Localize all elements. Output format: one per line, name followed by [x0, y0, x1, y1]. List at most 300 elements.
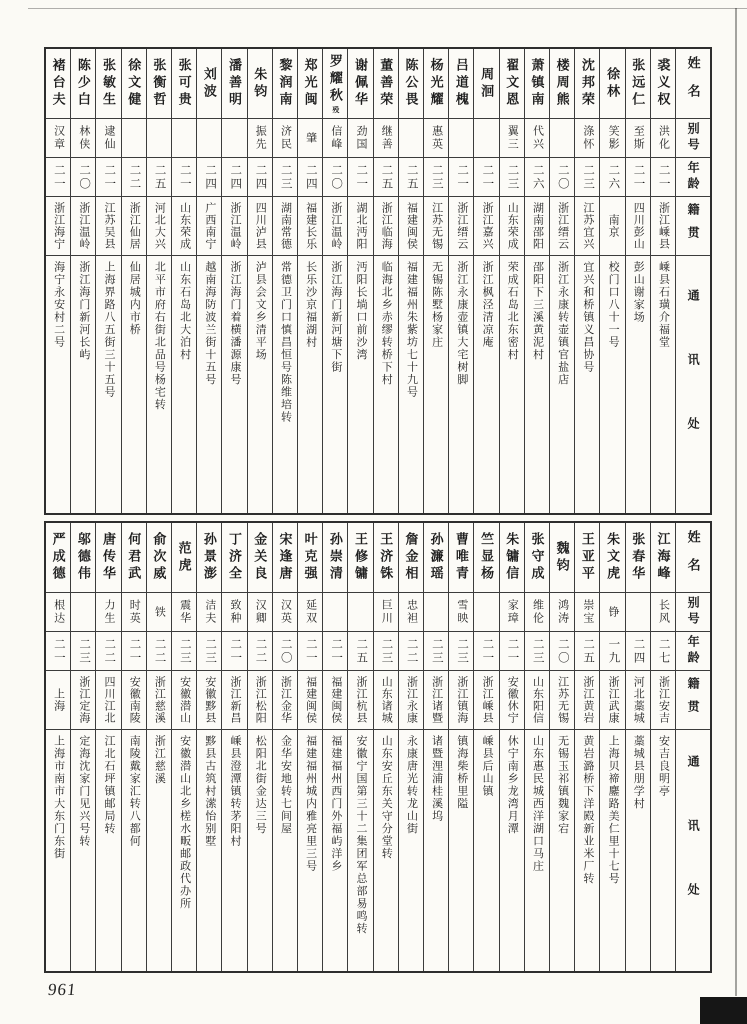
name-cell: [46, 523, 70, 592]
native-cell-text: 浙江缙云: [455, 202, 468, 250]
age-cell-text: 二一: [178, 163, 191, 191]
alias-cell: [197, 118, 221, 157]
native-cell: [374, 196, 398, 255]
name-cell: [626, 49, 650, 118]
alias-cell-text: 时英: [128, 599, 141, 625]
address-cell: [122, 729, 146, 971]
age-cell: [626, 157, 650, 196]
age-cell: [248, 157, 272, 196]
header-name-cell: [676, 523, 710, 592]
native-cell: [273, 670, 297, 729]
header-alias-cell: [676, 118, 710, 157]
address-cell-text: 北平市府右街北品号杨宅转: [153, 261, 166, 411]
native-cell-text: 浙江缙云: [556, 202, 569, 250]
name-cell-text: 徐林: [605, 66, 621, 101]
entry-column: [247, 49, 272, 513]
age-cell-text: 二一: [632, 163, 645, 191]
entry-column: [46, 523, 70, 971]
alias-cell-text: 忠袒: [405, 599, 418, 625]
address-cell: [600, 255, 624, 513]
age-cell-text: 二一: [52, 163, 65, 191]
name-cell-text: 萧镇南: [529, 58, 545, 109]
address-cell: [399, 729, 423, 971]
name-cell-text: 孙濂瑶: [428, 532, 444, 583]
alias-cell: [651, 118, 675, 157]
native-cell-text: 江苏吴县: [103, 202, 116, 250]
address-cell: [222, 255, 246, 513]
age-cell-text: 二〇: [78, 163, 91, 191]
address-cell-text: 邵阳下三溪黄泥村: [531, 261, 544, 361]
name-cell: [273, 523, 297, 592]
address-cell: [424, 729, 448, 971]
age-cell: [525, 157, 549, 196]
entry-column: [373, 523, 398, 971]
age-cell-text: 二三: [279, 163, 292, 191]
age-cell: [374, 157, 398, 196]
alias-cell: [449, 118, 473, 157]
age-cell: [399, 631, 423, 670]
native-cell: [147, 670, 171, 729]
name-cell-text: 邬德伟: [75, 532, 91, 583]
name-cell-text: 魏钧: [554, 540, 570, 575]
age-cell-text: 二一: [103, 163, 116, 191]
native-cell-text: 山东诸城: [380, 676, 393, 724]
name-cell-text: 罗耀秋: [327, 54, 343, 105]
alias-cell-text: 延双: [304, 599, 317, 625]
entry-column: [650, 49, 675, 513]
entry-column: [625, 49, 650, 513]
native-cell: [550, 670, 574, 729]
address-cell: [197, 729, 221, 971]
entry-column: [574, 49, 599, 513]
age-cell-text: 二三: [582, 163, 595, 191]
alias-cell: [500, 592, 524, 631]
address-cell-text: 黄岩潞桥下洋殿新业米厂转: [581, 735, 594, 885]
age-cell: [651, 631, 675, 670]
header-alias-cell-text: 别号: [686, 122, 701, 154]
address-cell-text: 上海市南市大东门东街: [52, 735, 65, 860]
address-cell: [323, 255, 347, 513]
name-cell: [474, 523, 498, 592]
age-cell: [424, 631, 448, 670]
age-cell-text: 二三: [456, 637, 469, 665]
name-cell: [273, 49, 297, 118]
name-cell: [474, 49, 498, 118]
native-cell-text: 浙江慈溪: [153, 676, 166, 724]
age-cell: [147, 631, 171, 670]
age-cell: [71, 157, 95, 196]
age-cell: [626, 631, 650, 670]
page-number: 961: [47, 980, 78, 999]
age-cell-text: 二一: [481, 163, 494, 191]
alias-cell: [172, 592, 196, 631]
name-cell-text: 裘义权: [655, 58, 671, 109]
age-cell: [550, 157, 574, 196]
name-cell-text: 徐文健: [126, 58, 142, 109]
age-cell: [46, 631, 70, 670]
native-cell-text: 南京: [607, 214, 620, 238]
age-cell-text: 一九: [607, 637, 620, 665]
name-cell-text: 张春华: [630, 532, 646, 583]
address-cell-text: 山东惠民城西洋湖口马庄: [531, 735, 544, 873]
name-cell: [71, 49, 95, 118]
native-cell-text: 河北大兴: [153, 202, 166, 250]
address-cell: [222, 729, 246, 971]
entry-column: [146, 49, 171, 513]
name-cell: [374, 49, 398, 118]
name-cell-text: 唐传华: [101, 532, 117, 583]
alias-cell: [298, 118, 322, 157]
alias-cell: [273, 118, 297, 157]
alias-cell: [626, 592, 650, 631]
age-cell-text: 二一: [229, 637, 242, 665]
name-cell: [298, 523, 322, 592]
alias-cell: [424, 592, 448, 631]
native-cell-text: 四川江北: [103, 676, 116, 724]
entry-column: [599, 49, 624, 513]
address-cell-text: 浙江永康壶镇大宅树脚: [455, 261, 468, 386]
alias-cell: [575, 118, 599, 157]
alias-cell-text: 震华: [178, 599, 191, 625]
native-cell: [96, 670, 120, 729]
age-cell-text: 二一: [52, 637, 65, 665]
address-cell: [626, 255, 650, 513]
name-cell: [197, 49, 221, 118]
address-cell: [298, 729, 322, 971]
native-cell: [600, 196, 624, 255]
native-cell-text: 浙江温岭: [77, 202, 90, 250]
name-cell: [575, 49, 599, 118]
native-cell-text: 江苏宜兴: [581, 202, 594, 250]
native-cell-text: 安徽南陵: [128, 676, 141, 724]
alias-cell: [96, 118, 120, 157]
name-cell-text: 王修镛: [353, 532, 369, 583]
header-native-cell: [676, 196, 710, 255]
native-cell: [172, 196, 196, 255]
name-cell-text: 王济铢: [378, 532, 394, 583]
header-name-cell: [676, 49, 710, 118]
alias-cell: [500, 118, 524, 157]
native-cell: [525, 196, 549, 255]
entry-column: [121, 49, 146, 513]
entry-column: [524, 49, 549, 513]
address-cell-text: 福建福州朱紫坊七十九号: [405, 261, 418, 399]
entry-column: [347, 523, 372, 971]
name-cell: [248, 49, 272, 118]
native-cell: [298, 670, 322, 729]
native-cell-text: 浙江温岭: [329, 202, 342, 250]
address-cell: [525, 729, 549, 971]
name-cell-text: 朱钧: [252, 66, 268, 101]
alias-cell-text: 笑影: [607, 125, 620, 151]
alias-cell: [424, 118, 448, 157]
address-cell-text: 泸县会文乡清平场: [254, 261, 267, 361]
native-cell-text: 安徽黟县: [203, 676, 216, 724]
native-cell: [449, 196, 473, 255]
age-cell-text: 二五: [582, 637, 595, 665]
address-cell-text: 上海贝禘鏖路美仁里十七号: [607, 735, 620, 885]
address-cell-text: 藁城县朋学村: [632, 735, 645, 810]
age-cell-text: 二四: [304, 163, 317, 191]
native-cell-text: 四川泸县: [254, 202, 267, 250]
address-cell-text: 浙江永康转壶镇官盐店: [556, 261, 569, 386]
name-cell: [122, 49, 146, 118]
alias-cell-text: 洪化: [657, 125, 670, 151]
age-cell-text: 二一: [330, 637, 343, 665]
name-cell: [298, 49, 322, 118]
age-cell: [550, 631, 574, 670]
native-cell: [626, 196, 650, 255]
address-cell: [550, 729, 574, 971]
entry-column: [549, 523, 574, 971]
address-cell: [122, 255, 146, 513]
age-cell-text: 二六: [531, 163, 544, 191]
age-cell-text: 二三: [204, 637, 217, 665]
name-cell: [449, 523, 473, 592]
address-cell: [399, 255, 423, 513]
native-cell-text: 浙江嘉兴: [481, 202, 494, 250]
alias-cell: [474, 592, 498, 631]
alias-cell: [374, 118, 398, 157]
native-cell-text: 浙江海宁: [52, 202, 65, 250]
entry-column: [448, 523, 473, 971]
address-cell: [323, 729, 347, 971]
age-cell: [525, 631, 549, 670]
entry-column: [70, 523, 95, 971]
age-cell: [449, 631, 473, 670]
native-cell-text: 浙江金华: [279, 676, 292, 724]
alias-cell: [399, 592, 423, 631]
name-cell: [323, 49, 347, 118]
alias-cell-text: 劲国: [355, 125, 368, 151]
age-cell: [449, 157, 473, 196]
name-cell: [147, 523, 171, 592]
address-cell: [374, 729, 398, 971]
name-cell-text: 吕道槐: [453, 58, 469, 109]
address-cell-text: 永康唐光转龙山街: [405, 735, 418, 835]
age-cell: [222, 157, 246, 196]
name-cell-text: 朱文虎: [605, 532, 621, 583]
entry-column: [221, 49, 246, 513]
address-cell-text: 上海界路八五街三十五号: [103, 261, 116, 399]
native-cell: [399, 670, 423, 729]
alias-cell-text: 铁: [153, 605, 166, 619]
address-cell-text: 诸暨浬浦桂溪坞: [430, 735, 443, 823]
name-cell: [550, 523, 574, 592]
entry-column: [46, 49, 70, 513]
name-cell: [575, 523, 599, 592]
age-cell: [298, 631, 322, 670]
entry-column: [221, 523, 246, 971]
name-cell: [172, 523, 196, 592]
native-cell-text: 江苏无锡: [430, 202, 443, 250]
header-native-cell-text: 籍贯: [686, 677, 701, 723]
name-cell: [348, 523, 372, 592]
alias-cell-text: 崇宝: [581, 599, 594, 625]
alias-cell: [323, 118, 347, 157]
name-cell: [424, 523, 448, 592]
entry-column: [171, 523, 196, 971]
alias-cell: [172, 118, 196, 157]
native-cell-text: 湖南邵阳: [531, 202, 544, 250]
address-cell: [651, 729, 675, 971]
age-cell: [273, 157, 297, 196]
native-cell-text: 浙江杭县: [355, 676, 368, 724]
name-cell-text: 俞次威: [151, 532, 167, 583]
name-cell-text: 宋逢唐: [277, 532, 293, 583]
name-cell: [399, 49, 423, 118]
native-cell-text: 浙江新昌: [229, 676, 242, 724]
entry-column: [171, 49, 196, 513]
name-cell-text: 朱镛信: [504, 532, 520, 583]
alias-cell: [399, 118, 423, 157]
address-cell-text: 安徽潜山北乡槎水畈邮政代办所: [178, 735, 191, 910]
scan-top-line: [28, 8, 747, 9]
age-cell-text: 二一: [456, 163, 469, 191]
native-cell: [399, 196, 423, 255]
name-cell-text: 褚台夫: [50, 58, 66, 109]
alias-cell-text: 肇: [304, 131, 317, 145]
alias-cell: [575, 592, 599, 631]
address-cell: [575, 255, 599, 513]
native-cell: [575, 670, 599, 729]
alias-cell-text: 雪映: [455, 599, 468, 625]
native-cell-text: 浙江黄岩: [581, 676, 594, 724]
native-cell-text: 浙江安吉: [657, 676, 670, 724]
alias-cell-text: 林侠: [77, 125, 90, 151]
address-cell: [348, 729, 372, 971]
name-cell: [172, 49, 196, 118]
age-cell-text: 二三: [430, 163, 443, 191]
native-cell: [374, 670, 398, 729]
native-cell-text: 山东阳信: [531, 676, 544, 724]
age-cell: [222, 631, 246, 670]
alias-cell: [626, 118, 650, 157]
age-cell: [46, 157, 70, 196]
age-cell-text: 二五: [405, 163, 418, 191]
native-cell-text: 安徽休宁: [506, 676, 519, 724]
alias-cell-text: 汉英: [279, 599, 292, 625]
native-cell: [449, 670, 473, 729]
address-cell-text: 浙江慈溪: [153, 735, 166, 785]
age-cell: [474, 631, 498, 670]
address-cell-text: 镇海柴桥里隘: [455, 735, 468, 810]
name-cell: [374, 523, 398, 592]
address-cell-text: 福建福州西门外福屿洋乡: [329, 735, 342, 873]
age-cell: [374, 631, 398, 670]
native-cell: [500, 196, 524, 255]
address-cell: [248, 729, 272, 971]
name-cell: [399, 523, 423, 592]
header-age-cell-text: 年龄: [686, 635, 701, 667]
name-cell-text: 周洄: [479, 66, 495, 101]
age-cell-text: 二四: [254, 163, 267, 191]
age-cell: [323, 157, 347, 196]
address-cell-text: 沔阳长埫口前沙湾: [355, 261, 368, 361]
name-cell-text: 严成德: [50, 532, 66, 583]
name-cell: [600, 523, 624, 592]
native-cell: [172, 670, 196, 729]
name-cell-text: 陈公畏: [403, 58, 419, 109]
age-cell-text: 二五: [153, 163, 166, 191]
address-cell: [474, 255, 498, 513]
age-cell: [172, 631, 196, 670]
name-cell-text: 孙崇清: [327, 532, 343, 583]
alias-cell-text: 至斯: [632, 125, 645, 151]
native-cell: [273, 196, 297, 255]
name-cell-text: 詹金相: [403, 532, 419, 583]
name-cell: [348, 49, 372, 118]
name-cell-text: 郑光闽: [302, 58, 318, 109]
age-cell: [348, 157, 372, 196]
name-cell: [222, 523, 246, 592]
alias-cell-text: 翼三: [506, 125, 519, 151]
name-cell-text: 叶克强: [302, 532, 318, 583]
address-cell: [172, 255, 196, 513]
entry-column: [373, 49, 398, 513]
header-address-cell: [676, 729, 710, 971]
native-cell: [424, 670, 448, 729]
address-cell-text: 浙江海门着横潘源康号: [229, 261, 242, 386]
address-cell-text: 校门口八十一号: [607, 261, 620, 349]
native-cell: [550, 196, 574, 255]
header-column: [675, 49, 710, 513]
name-cell-text: 沈邦荣: [579, 58, 595, 109]
age-cell-text: 二五: [380, 163, 393, 191]
age-cell: [71, 631, 95, 670]
address-cell-text: 休宁南乡龙湾月潭: [506, 735, 519, 835]
age-cell-text: 二三: [380, 637, 393, 665]
header-age-cell: [676, 631, 710, 670]
native-cell: [248, 196, 272, 255]
name-cell-text: 张可贵: [176, 58, 192, 109]
name-cell-text: 范虎: [176, 540, 192, 575]
address-cell-text: 长乐沙京福湖村: [304, 261, 317, 349]
name-cell-text: 董善荣: [378, 58, 394, 109]
alias-cell-text: 逮仙: [103, 125, 116, 151]
alias-cell-text: 惠英: [430, 125, 443, 151]
alias-cell-text: 振先: [254, 125, 267, 151]
name-note: 殁: [331, 106, 339, 113]
name-cell-text: 楼周熊: [554, 58, 570, 109]
address-cell: [147, 729, 171, 971]
entry-column: [599, 523, 624, 971]
address-cell: [46, 255, 70, 513]
native-cell-text: 福建长乐: [304, 202, 317, 250]
age-cell: [122, 631, 146, 670]
name-cell: [600, 49, 624, 118]
name-cell-text: 竺显杨: [479, 532, 495, 583]
native-cell: [71, 196, 95, 255]
entry-column: [398, 49, 423, 513]
address-cell: [525, 255, 549, 513]
alias-cell-text: 力生: [103, 599, 116, 625]
entry-column: [196, 49, 221, 513]
entry-column: [297, 523, 322, 971]
age-cell: [500, 631, 524, 670]
age-cell-text: 二四: [632, 637, 645, 665]
age-cell-text: 二一: [128, 637, 141, 665]
address-cell-text: 浙江海门新河长屿: [77, 261, 90, 361]
name-cell: [122, 523, 146, 592]
age-cell: [600, 631, 624, 670]
entry-column: [247, 523, 272, 971]
alias-cell: [298, 592, 322, 631]
name-cell-text: 丁济全: [227, 532, 243, 583]
address-cell: [273, 255, 297, 513]
address-cell: [424, 255, 448, 513]
name-cell: [500, 523, 524, 592]
